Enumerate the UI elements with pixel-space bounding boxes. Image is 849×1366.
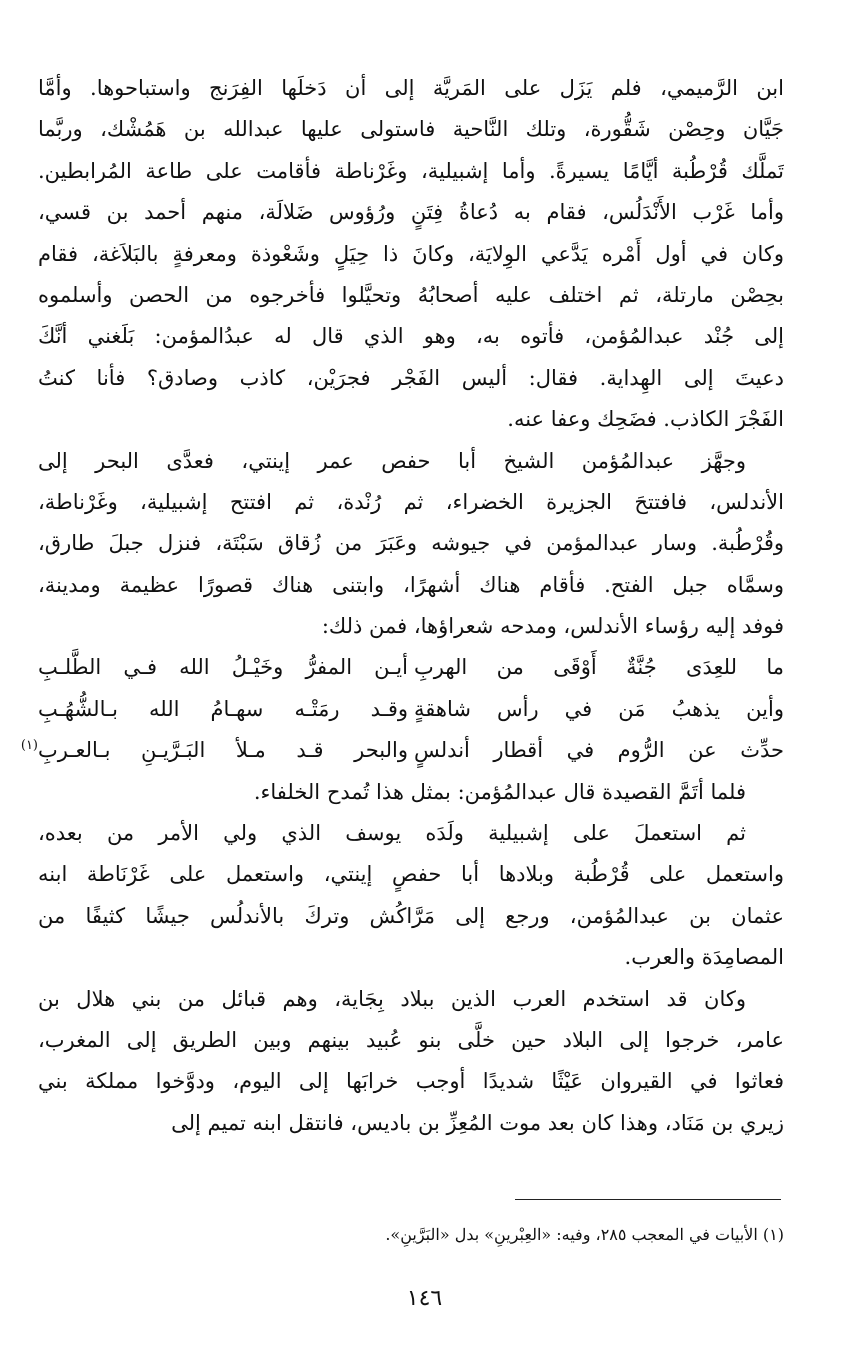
text-line: عامر، خرجوا إلى البلاد حين خلَّى بنو عُبيد بينهم وبين الطريق إلى المغرب،: [38, 1027, 784, 1052]
text-line: ابن الرَّميمي، فلم يَزَل على المَريَّة إلى أن دَخلَها الفِرَنج واستباحوها. وأمَّا: [38, 76, 784, 100]
text-line: ثم استعملَ على إشبيلية ولَدَه يوسف الذي ولي الأمر من بعده،: [38, 821, 746, 846]
verse-second-hemistich: وقـد رمَتْـه سهـامُ الله بـالشُّهُـبِ: [38, 696, 408, 721]
text-line: الأندلس، فافتتحَ الجزيرة الخضراء، ثم رُنْدة، ثم افتتح إشبيلية، وغَرْناطة،: [38, 489, 784, 514]
text-line: المصامِدَة والعرب.: [624, 945, 784, 970]
page-number: ١٤٦: [406, 1286, 443, 1311]
text-line: فلما أتَمَّ القصيدة قال عبدالمُؤمن: بمثل هذا تُمدح الخلفاء.: [253, 779, 746, 804]
text-line: دعيتَ إلى الهِداية. فقال: أليس الفَجْر فجرَيْن، كاذب وصادق؟ فأنا كنتُ: [38, 365, 784, 390]
text-line: وكان في أول أَمْره يَدَّعي الوِلايَة، وكانَ ذا حِيَلٍ وشَعْوذة ومعرفةٍ بالبَلاَغة، فقام: [38, 241, 784, 266]
verse-second-hemistich: والبحر قـد مـلأ البَـرَّيـنِ بـالعـربِ: [38, 738, 408, 763]
text-line: عثمان بن عبدالمُؤمن، ورجع إلى مَرَّاكُش وتركَ بالأندلُس جيشًا كثيفًا من: [38, 903, 784, 928]
footnote: (١) الأبيات في المعجب ٢٨٥، وفيه: «العِبْرينِ» بدل «البَرَّينِ».: [385, 1225, 784, 1244]
text-line: واستعمل على قُرْطُبة وبلادها أبا حفصٍ إينتي، واستعمل على غَرْنَاطة ابنه: [38, 862, 784, 887]
text-line: فعاثوا في القيروان عَيْثًا شديدًا أوجب خرابَها إلى اليوم، ودوَّخوا مملكة بني: [38, 1069, 784, 1094]
footnote-marker: (١): [20, 738, 38, 754]
text-line: تَملَّك قُرْطُبة أيَّامًا يسيرةً. وأما إشبيلية، وغَرْناطة فأقامت على طاعة المُرابطين.: [38, 158, 784, 183]
text-line: بحِصْن مارتلة، ثم اختلف عليه أصحابُهُ وتحيَّلوا فأخرجوه من الحصن وأسلموه: [38, 282, 784, 307]
text-line: وكان قد استخدم العرب الذين ببلاد بِجَاية، وهم قبائل من بني هلال بن: [38, 986, 746, 1011]
verse-first-hemistich: ما للعِدَى جُنَّةٌ أَوْقَى من الهربِ: [414, 655, 784, 680]
poem-verse: [20, 730, 784, 771]
text-line: فوفد إليه رؤساء الأندلس، ومدحه شعراؤها، فمن ذلك:: [321, 614, 784, 639]
text-line: وجهَّز عبدالمُؤمن الشيخ أبا حفص عمر إينتي، فعدَّى البحر إلى: [38, 448, 746, 473]
main-text: [20, 68, 784, 1144]
verse-first-hemistich: وأين يذهبُ مَن في رأس شاهقةٍ: [414, 696, 784, 721]
text-line: زيري بن مَنَاد، وهذا كان بعد موت المُعِزِّ بن باديس، فانتقل ابنه تميم إلى: [171, 1110, 784, 1135]
verse-first-hemistich: حدِّث عن الرُّوم في أقطار أندلسٍ: [414, 738, 784, 763]
text-line: وأما غَرْب الأَنْدَلُس، فقام به دُعاةُ فِتَنٍ ورُؤوس ضَلالَة، منهم أحمد بن قسي،: [38, 200, 784, 225]
verse-second-hemistich: أيـن المفرُّ وخَيْـلُ الله فـي الطَّلـبِ: [38, 655, 408, 680]
text-line: وسمَّاه جبل الفتح. فأقام هناك أشهرًا، وابتنى هناك قصورًا عظيمة ومدينة،: [38, 572, 784, 597]
poem-verse: [38, 689, 784, 730]
footnote-divider: [515, 1199, 781, 1200]
text-line: جَيَّان وحِصْن شَقُّورة، وتلك النَّاحية فاستولى عليها عبدالله بن هَمُشْك، وربَّما: [38, 117, 784, 142]
text-line: الفَجْرَ الكاذب. فضَحِك وعفا عنه.: [507, 407, 784, 432]
poem-verse: [38, 647, 784, 688]
text-line: إلى جُنْد عبدالمُؤمن، فأتوه به، وهو الذي قال له عبدُالمؤمن: بَلَغني أنَّكَ: [38, 324, 784, 349]
text-line: وقُرْطُبة. وسار عبدالمؤمن في جيوشه وعَبَرَ من زُقاق سَبْتَة، فنزل جبلَ طارق،: [38, 531, 784, 556]
